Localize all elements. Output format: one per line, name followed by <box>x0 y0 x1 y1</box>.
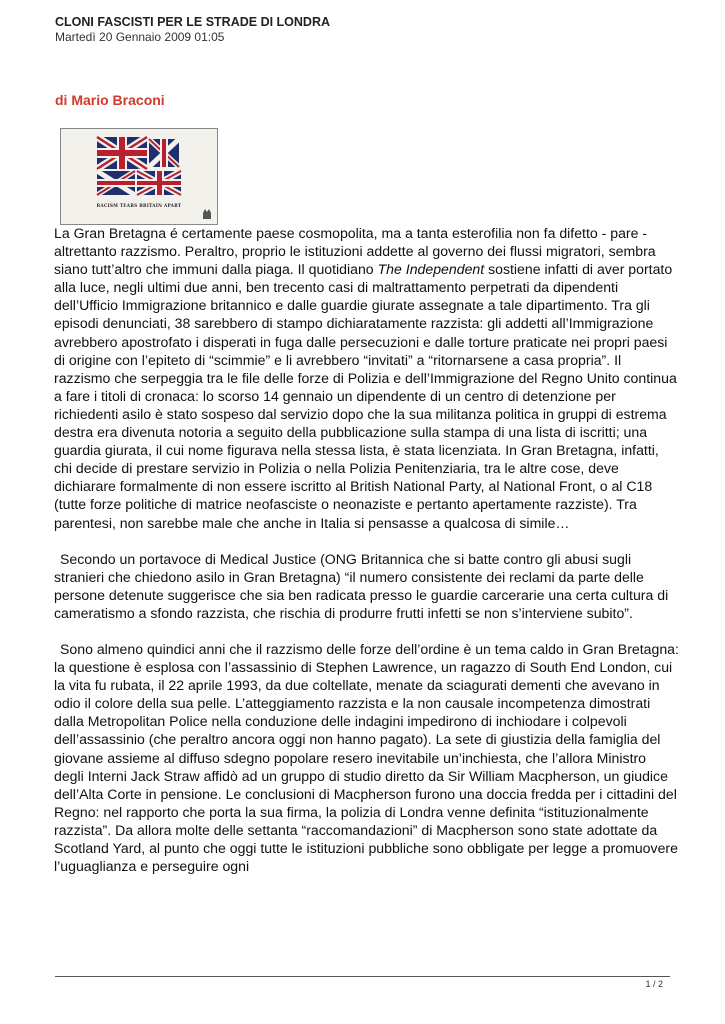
article-title: CLONI FASCISTI PER LE STRADE DI LONDRA <box>55 15 331 29</box>
article-body <box>54 224 679 893</box>
article-date: Martedì 20 Gennaio 2009 01:05 <box>55 30 225 44</box>
crown-emblem-icon <box>203 209 211 219</box>
paragraph-3: Sono almeno quindici anni che il razzismo delle forze dell’ordine è un tema caldo in Gran Bretagna: la questione è esplosa con l’assassinio di Stephen Lawrence, un ragazzo di South End London, cui la vita fu rubata, il 22 aprile 1993, da due coltellate, menate da sciagurati dementi che avevano in odio il colore della sua pelle. L’atteggiamento razzista e la non causale incompetenza dimostrati dalla Metropolitan Police nella conduzione delle indagini impedirono di inchiodare i colpevoli dell’assassinio (che peraltro ancora oggi non hanno pagato). La sete di giustizia della famiglia del giovane assieme al diffuso sdegno popolare resero inevitabile un’inchiesta, che l’allora Ministro degli Interni Jack Straw affidò ad un gruppo di studio diretto da Sir William Macpherson, un giudice dell’Alta Corte in pensione. Le conclusioni di Macpherson furono una doccia fredda per i cittadini del Regno: nel rapporto che porta la sua firma, la polizia di Londra venne definita “istituzionalmente razzista”. Da allora molte delle settanta “raccomandazioni” di Macpherson sono state adottate da Scotland Yard, al punto che oggi tutte le istituzioni pubbliche sono obbligate per legge a promuovere l’uguaglianza e perseguire ogni <box>54 640 679 875</box>
article-image <box>60 128 218 225</box>
union-jack-flag-illustration <box>61 129 217 224</box>
paragraph-2: Secondo un portavoce di Medical Justice (ONG Britannica che si batte contro gli abusi sugli stranieri che chiedono asilo in Gran Bretagna) “il numero consistente dei reclami da parte delle persone detenute suggerisce che sia ben radicata presso le guardie carcerarie una certa cultura di cameratismo a sfondo razzista, che rischia di produrre frutti infetti se non s’interviene subito”. <box>54 550 669 621</box>
page-number: 1 / 2 <box>645 979 663 989</box>
document-header <box>55 14 330 45</box>
paragraph-1: La Gran Bretagna é certamente paese cosmopolita, ma a tanta esterofilia non fa difetto - pare - altrettanto razzismo. Peraltro, proprio le istituzioni addette al governo dei flussi migratori, sembra siano tutt’altro che immuni dalla piaga. Il quotidiano The Independent sostiene infatti di aver portato alla luce, negli ultimi due anni, ben trecento casi di maltrattamento perpetrati da dipendenti dell’Ufficio Immigrazione britannico e dalle guardie giurate assegnate a tale dipartimento. Tra gli episodi denunciati, 38 sarebbero di stampo dichiaratamente razzista: gli addetti all’Immigrazione avrebbero apostrofato i disperati in fuga dalle persecuzioni e dalle torture praticate nei propri paesi di origine con l’epiteto di “scimmie” e li avrebbero “invitati” a “ritornarsene a casa propria”. Il razzismo che serpeggia tra le file delle forze di Polizia e dell’Immigrazione del Regno Unito continua a fare i titoli di cronaca: lo scorso 14 gennaio un dipendente di un centro di detenzione per richiedenti asilo è stato sospeso dal servizio dopo che la sua militanza politica in gruppi di estrema destra era divenuta notoria a seguito della pubblicazione sulla stampa di una lista di iscritti; una guardia giurata, il cui nome figurava nella stessa lista, è stata licenziata. In Gran Bretagna, infatti, chi decide di prestare servizio in Polizia o nella Polizia Penitenziaria, tra le altre cose, deve dichiarare formalmente di non essere iscritto al British National Party, al National Front, o al C18 (tutte forze politiche di matrice neofasciste o neonaziste e pertanto apertamente razziste). Tra parentesi, non sarebbe male che anche in Italia si pensasse a qualcosa di simile… <box>54 225 677 531</box>
newspaper-name: The Independent <box>377 261 485 278</box>
poster-caption: RACISM TEARS BRITAIN APART <box>96 203 182 208</box>
footer-divider <box>55 976 670 977</box>
author-byline: di Mario Braconi <box>55 92 165 108</box>
